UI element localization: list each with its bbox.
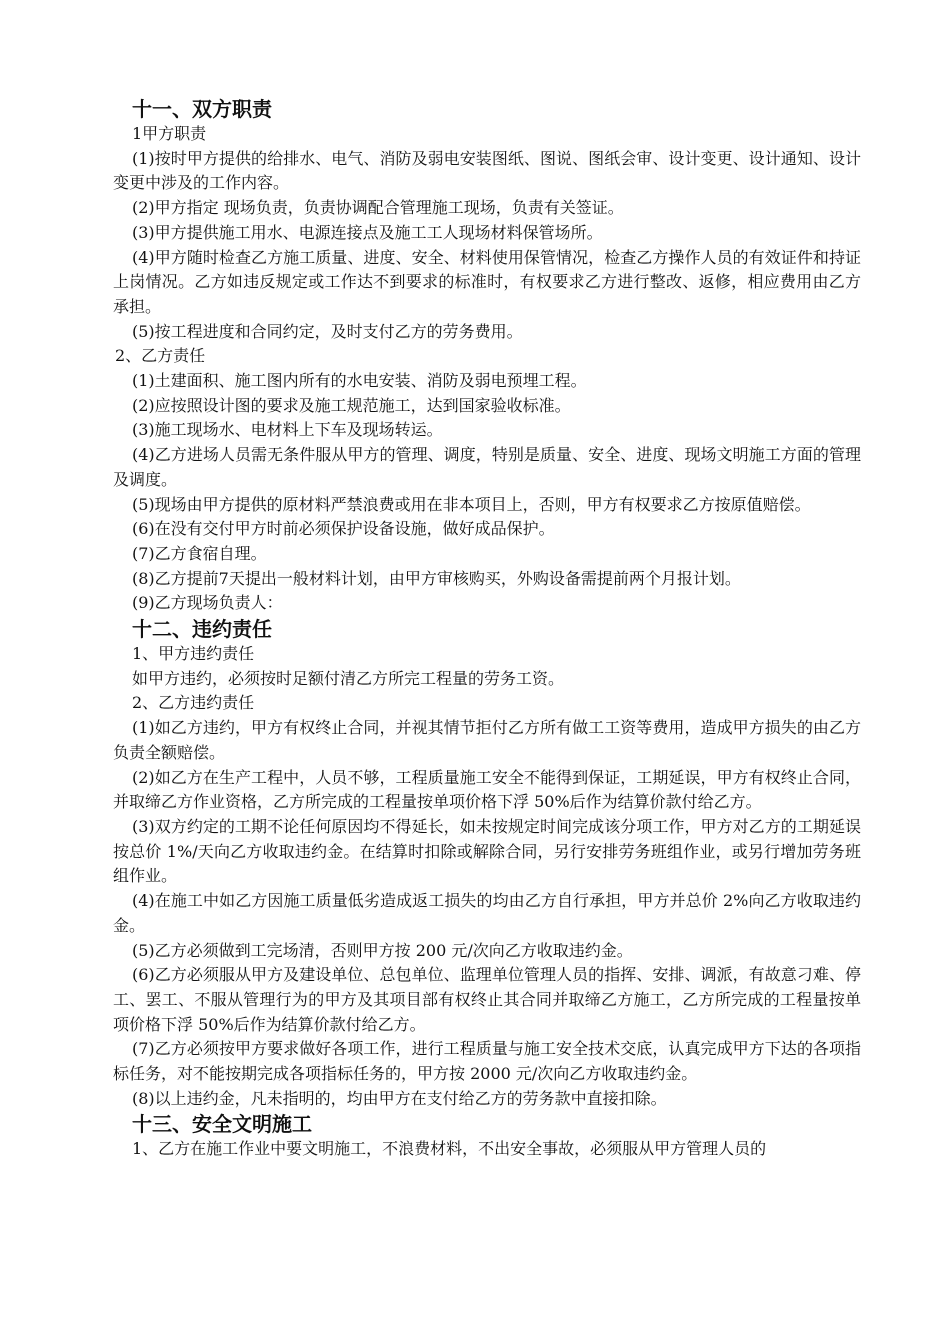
- paragraph: (3)施工现场水、电材料上下车及现场转运。: [132, 420, 443, 440]
- paragraph: (4)在施工中如乙方因施工质量低劣造成返工损失的均由乙方自行承担，甲方并总价 2%向乙方收取违约金。: [113, 891, 861, 935]
- paragraph: (2)应按照设计图的要求及施工规范施工，达到国家验收标准。: [132, 395, 571, 415]
- paragraph: (7)乙方必须按甲方要求做好各项工作，进行工程质量与施工安全技术交底，认真完成甲方下达的各项指标任务，对不能按期完成各项指标任务的，甲方按 2000 元/次向乙方收取违约金。: [113, 1039, 861, 1084]
- section-heading-11: 十一、双方职责: [132, 97, 272, 121]
- paragraph: (5)按工程进度和合同约定，及时支付乙方的劳务费用。: [132, 321, 523, 341]
- paragraph: (9)乙方现场负责人：: [132, 593, 283, 613]
- paragraph: (3)双方约定的工期不论任何原因均不得延长，如未按规定时间完成该分项工作，甲方对乙方的工期延误按总价 1%/天向乙方收取违约金。在结算时扣除或解除合同，另行安排劳务班组作业，或另行增加劳务班组作业。: [113, 816, 861, 886]
- paragraph: (6)乙方必须服从甲方及建设单位、总包单位、监理单位管理人员的指挥、安排、调派，有故意刁难、停工、罢工、不服从管理行为的甲方及其项目部有权终止其合同并取缔乙方施工，乙方所完成的工程量按单项价格下浮 50%后作为结算价款付给乙方。: [113, 965, 861, 1034]
- paragraph: (2)甲方指定 现场负责，负责协调配合管理施工现场，负责有关签证。: [132, 198, 624, 218]
- paragraph: 1、乙方在施工作业中要文明施工，不浪费材料，不出安全事故，必须服从甲方管理人员的: [132, 1139, 767, 1159]
- paragraph: 2、乙方违约责任: [132, 693, 255, 713]
- paragraph: (4)乙方进场人员需无条件服从甲方的管理、调度，特别是质量、安全、进度、现场文明施工方面的管理及调度。: [113, 445, 861, 489]
- paragraph: (5)现场由甲方提供的原材料严禁浪费或用在非本项目上，否则，甲方有权要求乙方按原值赔偿。: [132, 494, 811, 514]
- paragraph: (1)按时甲方提供的给排水、电气、消防及弱电安装图纸、图说、图纸会审、设计变更、设计通知、设计变更中涉及的工作内容。: [113, 148, 861, 193]
- paragraph: 1甲方职责: [132, 124, 207, 143]
- paragraph: (2)如乙方在生产工程中，人员不够，工程质量施工安全不能得到保证，工期延误，甲方有权终止合同，并取缔乙方作业资格，乙方所完成的工程量按单项价格下浮 50%后作为结算价款付给乙方。: [113, 767, 861, 812]
- document-body: [113, 96, 861, 1162]
- paragraph: (8)乙方提前7天提出一般材料计划，由甲方审核购买，外购设备需提前两个月报计划。: [132, 568, 741, 588]
- paragraph: (3)甲方提供施工用水、电源连接点及施工工人现场材料保管场所。: [132, 222, 603, 242]
- paragraph: (7)乙方食宿自理。: [132, 543, 267, 563]
- paragraph: 1、甲方违约责任: [132, 644, 255, 664]
- paragraph: 如甲方违约，必须按时足额付清乙方所完工程量的劳务工资。: [132, 668, 565, 688]
- paragraph: (5)乙方必须做到工完场清，否则甲方按 200 元/次向乙方收取违约金。: [132, 940, 633, 960]
- paragraph: (4)甲方随时检查乙方施工质量、进度、安全、材料使用保管情况，检查乙方操作人员的有效证件和持证上岗情况。乙方如违反规定或工作达不到要求的标准时，有权要求乙方进行整改、返修，相应费用由乙方承担。: [113, 247, 861, 316]
- paragraph: (8)以上违约金，凡未指明的，均由甲方在支付给乙方的劳务款中直接扣除。: [132, 1088, 667, 1108]
- section-heading-13: 十三、安全文明施工: [132, 1112, 312, 1137]
- paragraph: (6)在没有交付甲方时前必须保护设备设施，做好成品保护。: [132, 519, 555, 539]
- paragraph: (1)土建面积、施工图内所有的水电安装、消防及弱电预埋工程。: [132, 371, 587, 391]
- paragraph: (1)如乙方违约，甲方有权终止合同，并视其情节拒付乙方所有做工工资等费用，造成甲方损失的由乙方负责全额赔偿。: [113, 718, 861, 762]
- section-heading-12: 十二、违约责任: [132, 617, 272, 642]
- paragraph: 2、乙方责任: [115, 346, 206, 366]
